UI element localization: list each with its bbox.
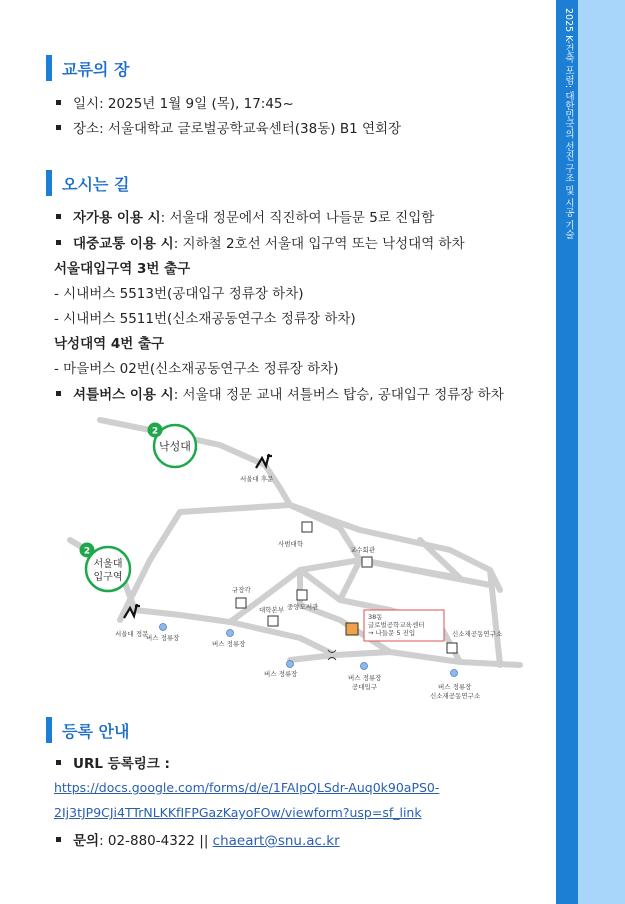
target-line1: 38동 (368, 613, 383, 621)
register-url-line2[interactable]: 2Ij3tJP9CJi4TTrNLKKfIFPGazKayoFOw/viewform?usp=sf_link (54, 805, 422, 820)
register-url-label (56, 752, 170, 772)
car-text: : 서울대 정문에서 직진하여 나들문 5로 진입함 (160, 210, 435, 226)
station1-name: 낙성대 (159, 440, 191, 453)
kyujanggak-label: 규장각 (232, 586, 251, 594)
section-title-exchange: 교류의 장 (62, 59, 130, 79)
register-contact (56, 829, 340, 849)
station-naksungdae (148, 423, 197, 468)
faculty-hall-label: 교수회관 (350, 546, 376, 554)
exit1-title: 서울대입구역 3번 출구 (54, 261, 191, 277)
section-header-directions (46, 170, 129, 196)
shuttle-text: : 서울대 정문 교내 셔틀버스 탑승, 공대입구 정류장 하차 (173, 387, 504, 403)
main-gate-label: 서울대 정문 (115, 630, 149, 638)
directions-shuttle (56, 383, 504, 403)
law-school-label: 사범대학 (278, 540, 304, 548)
bus-stop-icon (227, 630, 234, 637)
station2-num: 2 (83, 546, 91, 557)
section-header-exchange (46, 55, 129, 81)
building-icon (297, 590, 307, 600)
section-marker (46, 55, 52, 81)
target-building-icon (346, 623, 358, 635)
target-line2: 글로벌공학교육센터 (368, 621, 425, 629)
station1-num: 2 (151, 426, 159, 437)
section-title-register: 등록 안내 (62, 721, 130, 741)
bullet (56, 240, 61, 245)
sidebar-band-light (578, 0, 625, 904)
register-url-line1[interactable]: https://docs.google.com/forms/d/e/1FAIpQLSdr-Auq0k90aPS0- (54, 780, 440, 795)
bus-stop-label: 버스 정류장 (264, 670, 298, 678)
exit1-bus2: - 시내버스 5511번(신소재공동연구소 정류장 하차) (54, 311, 356, 327)
bullet (56, 214, 61, 219)
station-snu-entrance (80, 543, 131, 592)
exchange-date (56, 92, 294, 112)
section-marker (46, 170, 52, 196)
library-label: 중앙도서관 (287, 603, 319, 611)
bus-stop-eng-label1: 버스 정류장 (348, 674, 382, 682)
exchange-place-text: 장소: 서울대학교 글로벌공학교육센터(38동) B1 연회장 (73, 121, 402, 137)
building-icon (302, 522, 312, 532)
bullet (56, 837, 61, 842)
exit1-bus1: - 시내버스 5513번(공대입구 정류장 하차) (54, 286, 304, 302)
bus-stop-label: 버스 정류장 (146, 634, 180, 642)
bus-stop-icon (361, 663, 368, 670)
url-label-text: URL 등록링크 : (73, 756, 170, 772)
bus-stop-icon (451, 670, 458, 677)
shuttle-label: 셔틀버스 이용 시 (73, 387, 174, 403)
section-header-register (46, 717, 129, 743)
exchange-date-text: 일시: 2025년 1월 9일 (목), 17:45~ (73, 96, 294, 112)
exit2-title: 낙성대역 4번 출구 (54, 336, 165, 352)
station2-name-line2: 입구역 (93, 572, 123, 583)
bus-stop-mat-label1: 버스 정류장 (438, 683, 472, 691)
contact-label: 문의 (73, 833, 100, 849)
bullet (56, 125, 61, 130)
building-icon (236, 598, 246, 608)
bus-stop-label: 버스 정류장 (212, 640, 246, 648)
bullet (56, 760, 61, 765)
station2-name-line1: 서울대 (93, 559, 123, 570)
exit2-bus1: - 마을버스 02번(신소재공동연구소 정류장 하차) (54, 361, 339, 377)
transit-text: : 지하철 2호선 서울대 입구역 또는 낙성대역 하차 (173, 236, 465, 252)
back-gate-label: 서울대 후문 (240, 475, 274, 483)
section-marker (46, 717, 52, 743)
contact-email-link[interactable]: chaeart@snu.ac.kr (212, 833, 340, 849)
section-title-directions: 오시는 길 (62, 174, 130, 194)
exchange-place (56, 117, 401, 137)
contact-phone: : 02-880-4322 || (99, 833, 213, 849)
directions-car (56, 206, 434, 226)
bullet (56, 100, 61, 105)
building-icon (268, 616, 278, 626)
campus-map (60, 410, 530, 710)
building-icon (447, 643, 457, 653)
transit-label: 대중교통 이용 시 (73, 236, 174, 252)
bus-stop-eng-label2: 공대입구 (352, 683, 378, 691)
bus-stop-icon (160, 624, 167, 631)
sidebar-title: 2025 K-건축 포럼: 대한민국의 선진 구조 및 시공 기술 (563, 8, 574, 240)
target-line3: → 나들문 5 진입 (368, 629, 416, 637)
directions-transit (56, 232, 465, 252)
car-label: 자가용 이용 시 (73, 210, 161, 226)
materials-lab-label: 신소재공동연구소 (452, 630, 503, 638)
bullet (56, 391, 61, 396)
bus-stop-icon (287, 661, 294, 668)
admin-label: 대학본부 (259, 606, 285, 614)
building-icon (362, 557, 372, 567)
bus-stop-mat-label2: 신소재공동연구소 (430, 692, 481, 700)
